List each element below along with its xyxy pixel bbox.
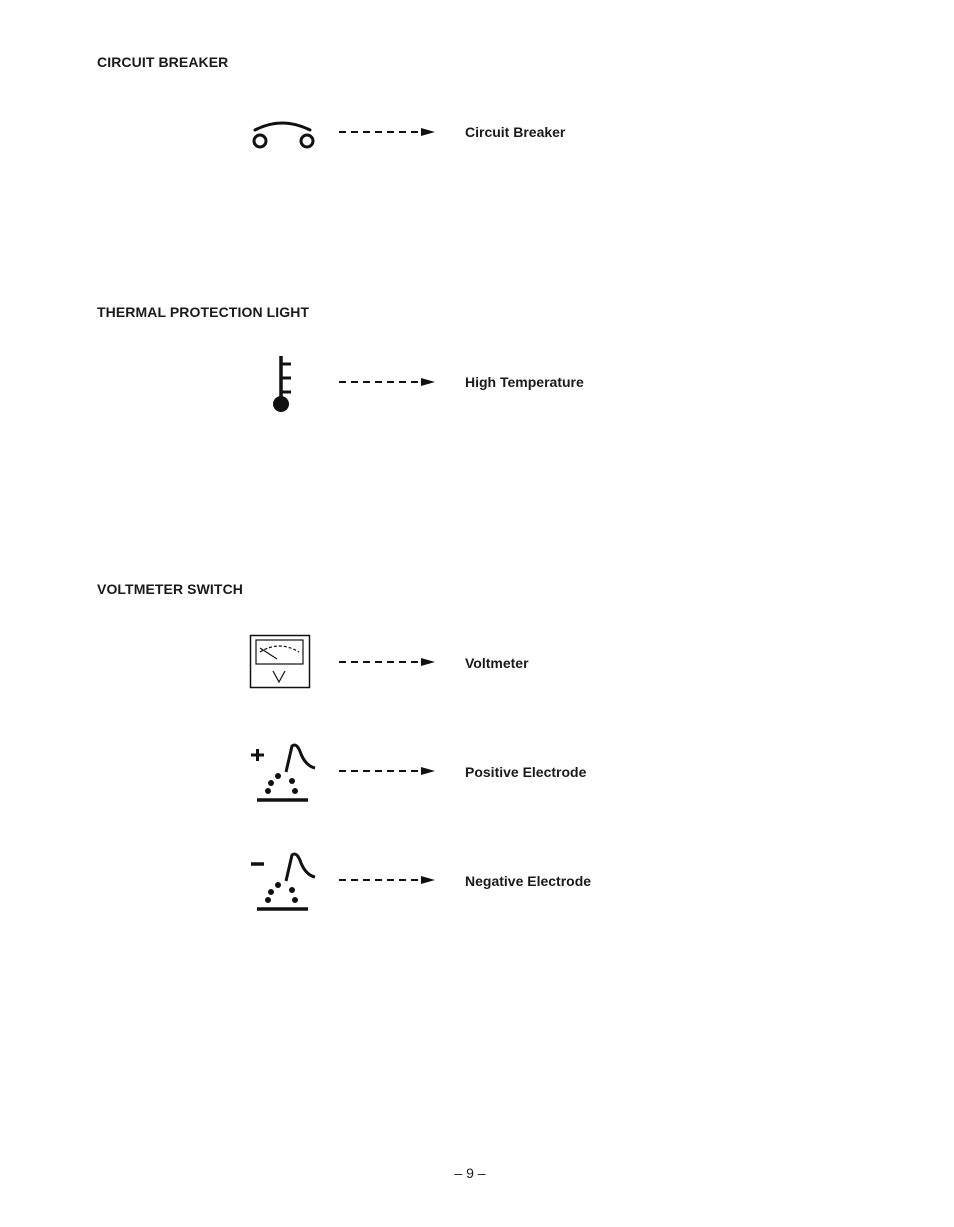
page-number: – 9 – <box>454 1165 486 1181</box>
dashed-arrow-icon <box>338 127 436 137</box>
legend-label-voltmeter: Voltmeter <box>465 655 529 671</box>
legend-label-high-temperature: High Temperature <box>465 374 584 390</box>
legend-label-positive-electrode: Positive Electrode <box>465 764 587 780</box>
dashed-arrow-icon <box>338 875 436 885</box>
positive-electrode-icon <box>248 740 320 806</box>
legend-row-voltmeter <box>0 630 954 720</box>
legend-row-positive-electrode <box>0 740 954 830</box>
negative-electrode-icon <box>248 849 320 915</box>
dashed-arrow-icon <box>338 766 436 776</box>
section-heading-voltmeter-switch: VOLTMETER SWITCH <box>97 581 243 597</box>
circuit-breaker-icon <box>248 118 320 152</box>
voltmeter-icon <box>249 634 313 690</box>
legend-label-circuit-breaker: Circuit Breaker <box>465 124 566 140</box>
legend-row-negative-electrode <box>0 849 954 939</box>
section-heading-circuit-breaker: CIRCUIT BREAKER <box>97 54 229 70</box>
legend-row-high-temperature <box>0 350 954 440</box>
legend-label-negative-electrode: Negative Electrode <box>465 873 592 889</box>
dashed-arrow-icon <box>338 657 436 667</box>
dashed-arrow-icon <box>338 377 436 387</box>
legend-row-circuit-breaker <box>0 110 954 200</box>
section-heading-thermal-protection: THERMAL PROTECTION LIGHT <box>97 304 310 320</box>
thermometer-icon <box>268 354 298 414</box>
